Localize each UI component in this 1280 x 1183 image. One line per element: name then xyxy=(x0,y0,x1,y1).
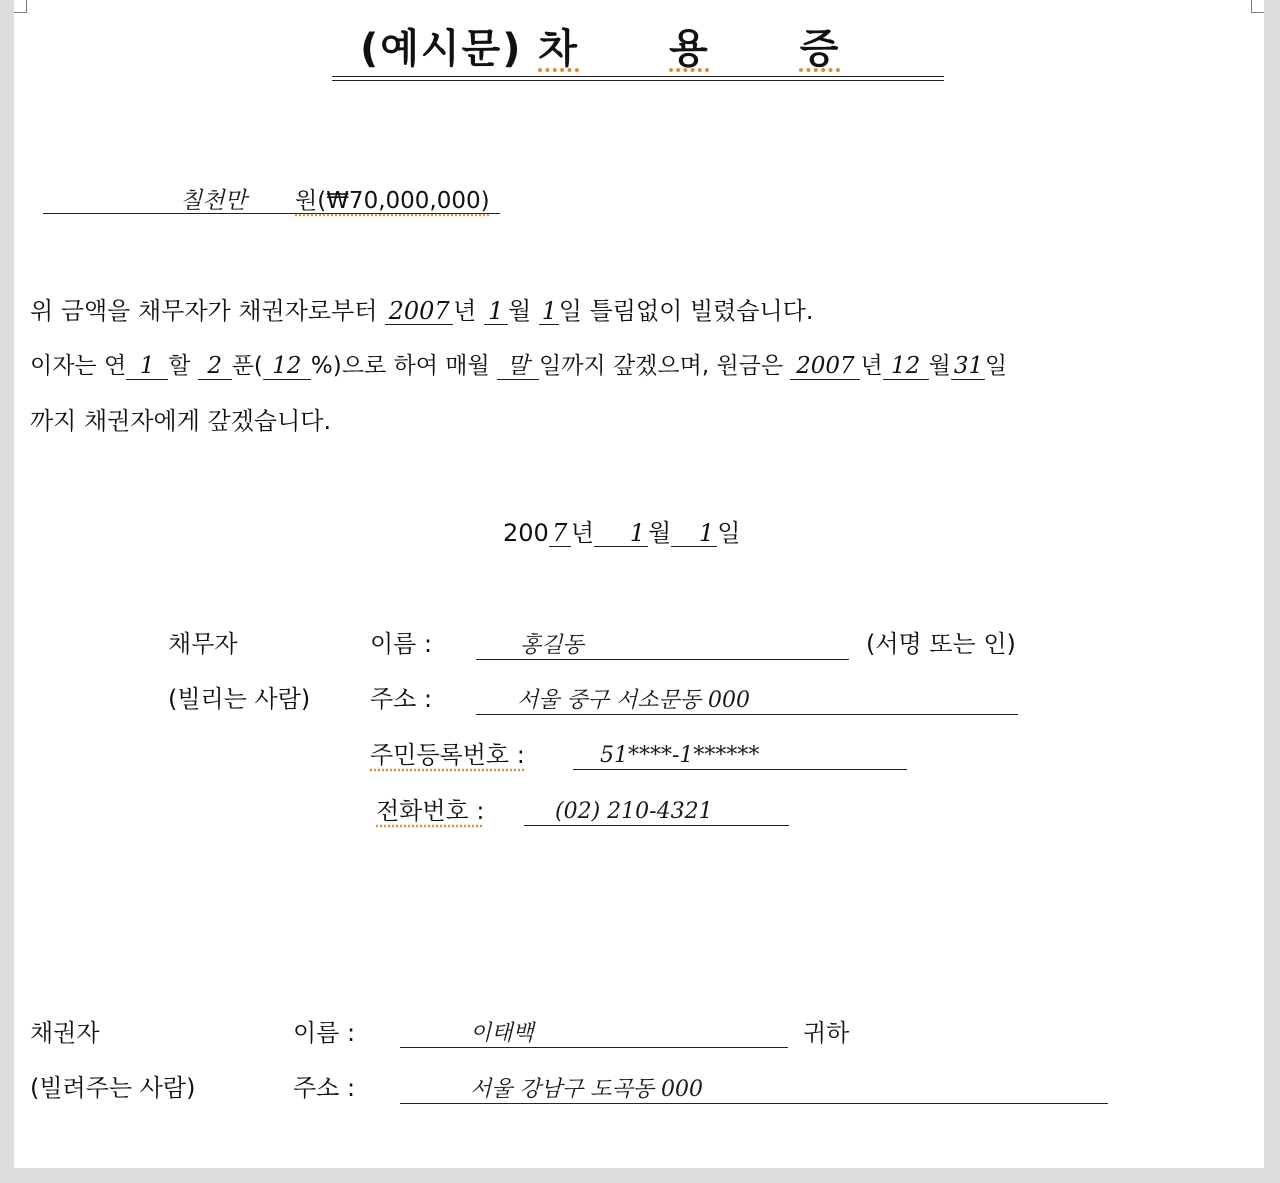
document-title xyxy=(360,24,840,74)
paragraph-1: 위 금액을 채무자가 채권자로부터 2007 년 1 월 1일 틀림없이 빌렸습니다. xyxy=(30,297,814,325)
paragraph-2: 이자는 연 1 할 2 푼( 12 %)으로 하여 매월 말 일까지 갚겠으며, 원금은 2007 년 12 월 31일 xyxy=(30,353,1008,379)
payment-day-field: 말 xyxy=(497,353,539,380)
principal-year-field: 2007 xyxy=(790,353,860,380)
date-day-field: 1 xyxy=(671,520,717,547)
debtor-sublabel: (빌리는 사람) xyxy=(168,685,311,713)
loan-day-field: 1 xyxy=(539,298,559,325)
debtor-name-label: 이름 : xyxy=(370,630,433,658)
loan-year-field: 2007 xyxy=(385,298,453,325)
page-corner-mark xyxy=(14,0,27,13)
debtor-phone-label: 전화번호 : xyxy=(376,797,485,825)
interest-hal-field: 1 xyxy=(126,353,168,380)
debtor-name: 홍길동 xyxy=(520,633,584,658)
loan-month-field: 1 xyxy=(484,298,508,325)
principal-month-field: 12 xyxy=(883,353,929,380)
creditor-sublabel: (빌려주는 사람) xyxy=(30,1074,196,1102)
title-char: 차 xyxy=(538,26,580,72)
document-date: 200 7 년 1 월 1 일 xyxy=(503,519,741,547)
debtor-id-label: 주민등록번호 : xyxy=(370,741,525,769)
date-year-field: 7 xyxy=(549,520,571,547)
title-double-underline xyxy=(332,76,944,81)
debtor-label: 채무자 xyxy=(168,630,238,658)
date-month-field: 1 xyxy=(594,520,648,547)
debtor-id: 51****-1****** xyxy=(600,743,760,768)
debtor-address: 서울 중구 서소문동 000 xyxy=(517,688,750,713)
interest-percent-field: 12 xyxy=(263,353,311,380)
interest-pun-field: 2 xyxy=(198,353,232,380)
debtor-phone: (02) 210-4321 xyxy=(555,799,713,824)
document-page xyxy=(14,0,1264,1168)
debtor-signature-note: (서명 또는 인) xyxy=(866,630,1016,658)
creditor-honorific: 귀하 xyxy=(803,1019,850,1047)
title-char: 용 xyxy=(669,26,710,72)
amount-figure: 원(₩70,000,000) xyxy=(295,188,490,214)
page-corner-mark xyxy=(1251,0,1264,13)
amount-written: 칠천만 xyxy=(180,188,247,214)
creditor-name-label: 이름 : xyxy=(293,1019,356,1047)
title-char: 증 xyxy=(799,26,841,72)
title-prefix: (예시문) xyxy=(360,26,523,72)
creditor-label: 채권자 xyxy=(30,1019,100,1047)
creditor-address-label: 주소 : xyxy=(293,1074,356,1102)
debtor-address-label: 주소 : xyxy=(370,685,433,713)
creditor-address: 서울 강남구 도곡동 000 xyxy=(470,1077,703,1102)
principal-day-field: 31 xyxy=(951,353,985,380)
creditor-name-line xyxy=(400,1047,788,1048)
paragraph-3: 까지 채권자에게 갚겠습니다. xyxy=(30,407,332,435)
creditor-name: 이태백 xyxy=(470,1021,534,1046)
